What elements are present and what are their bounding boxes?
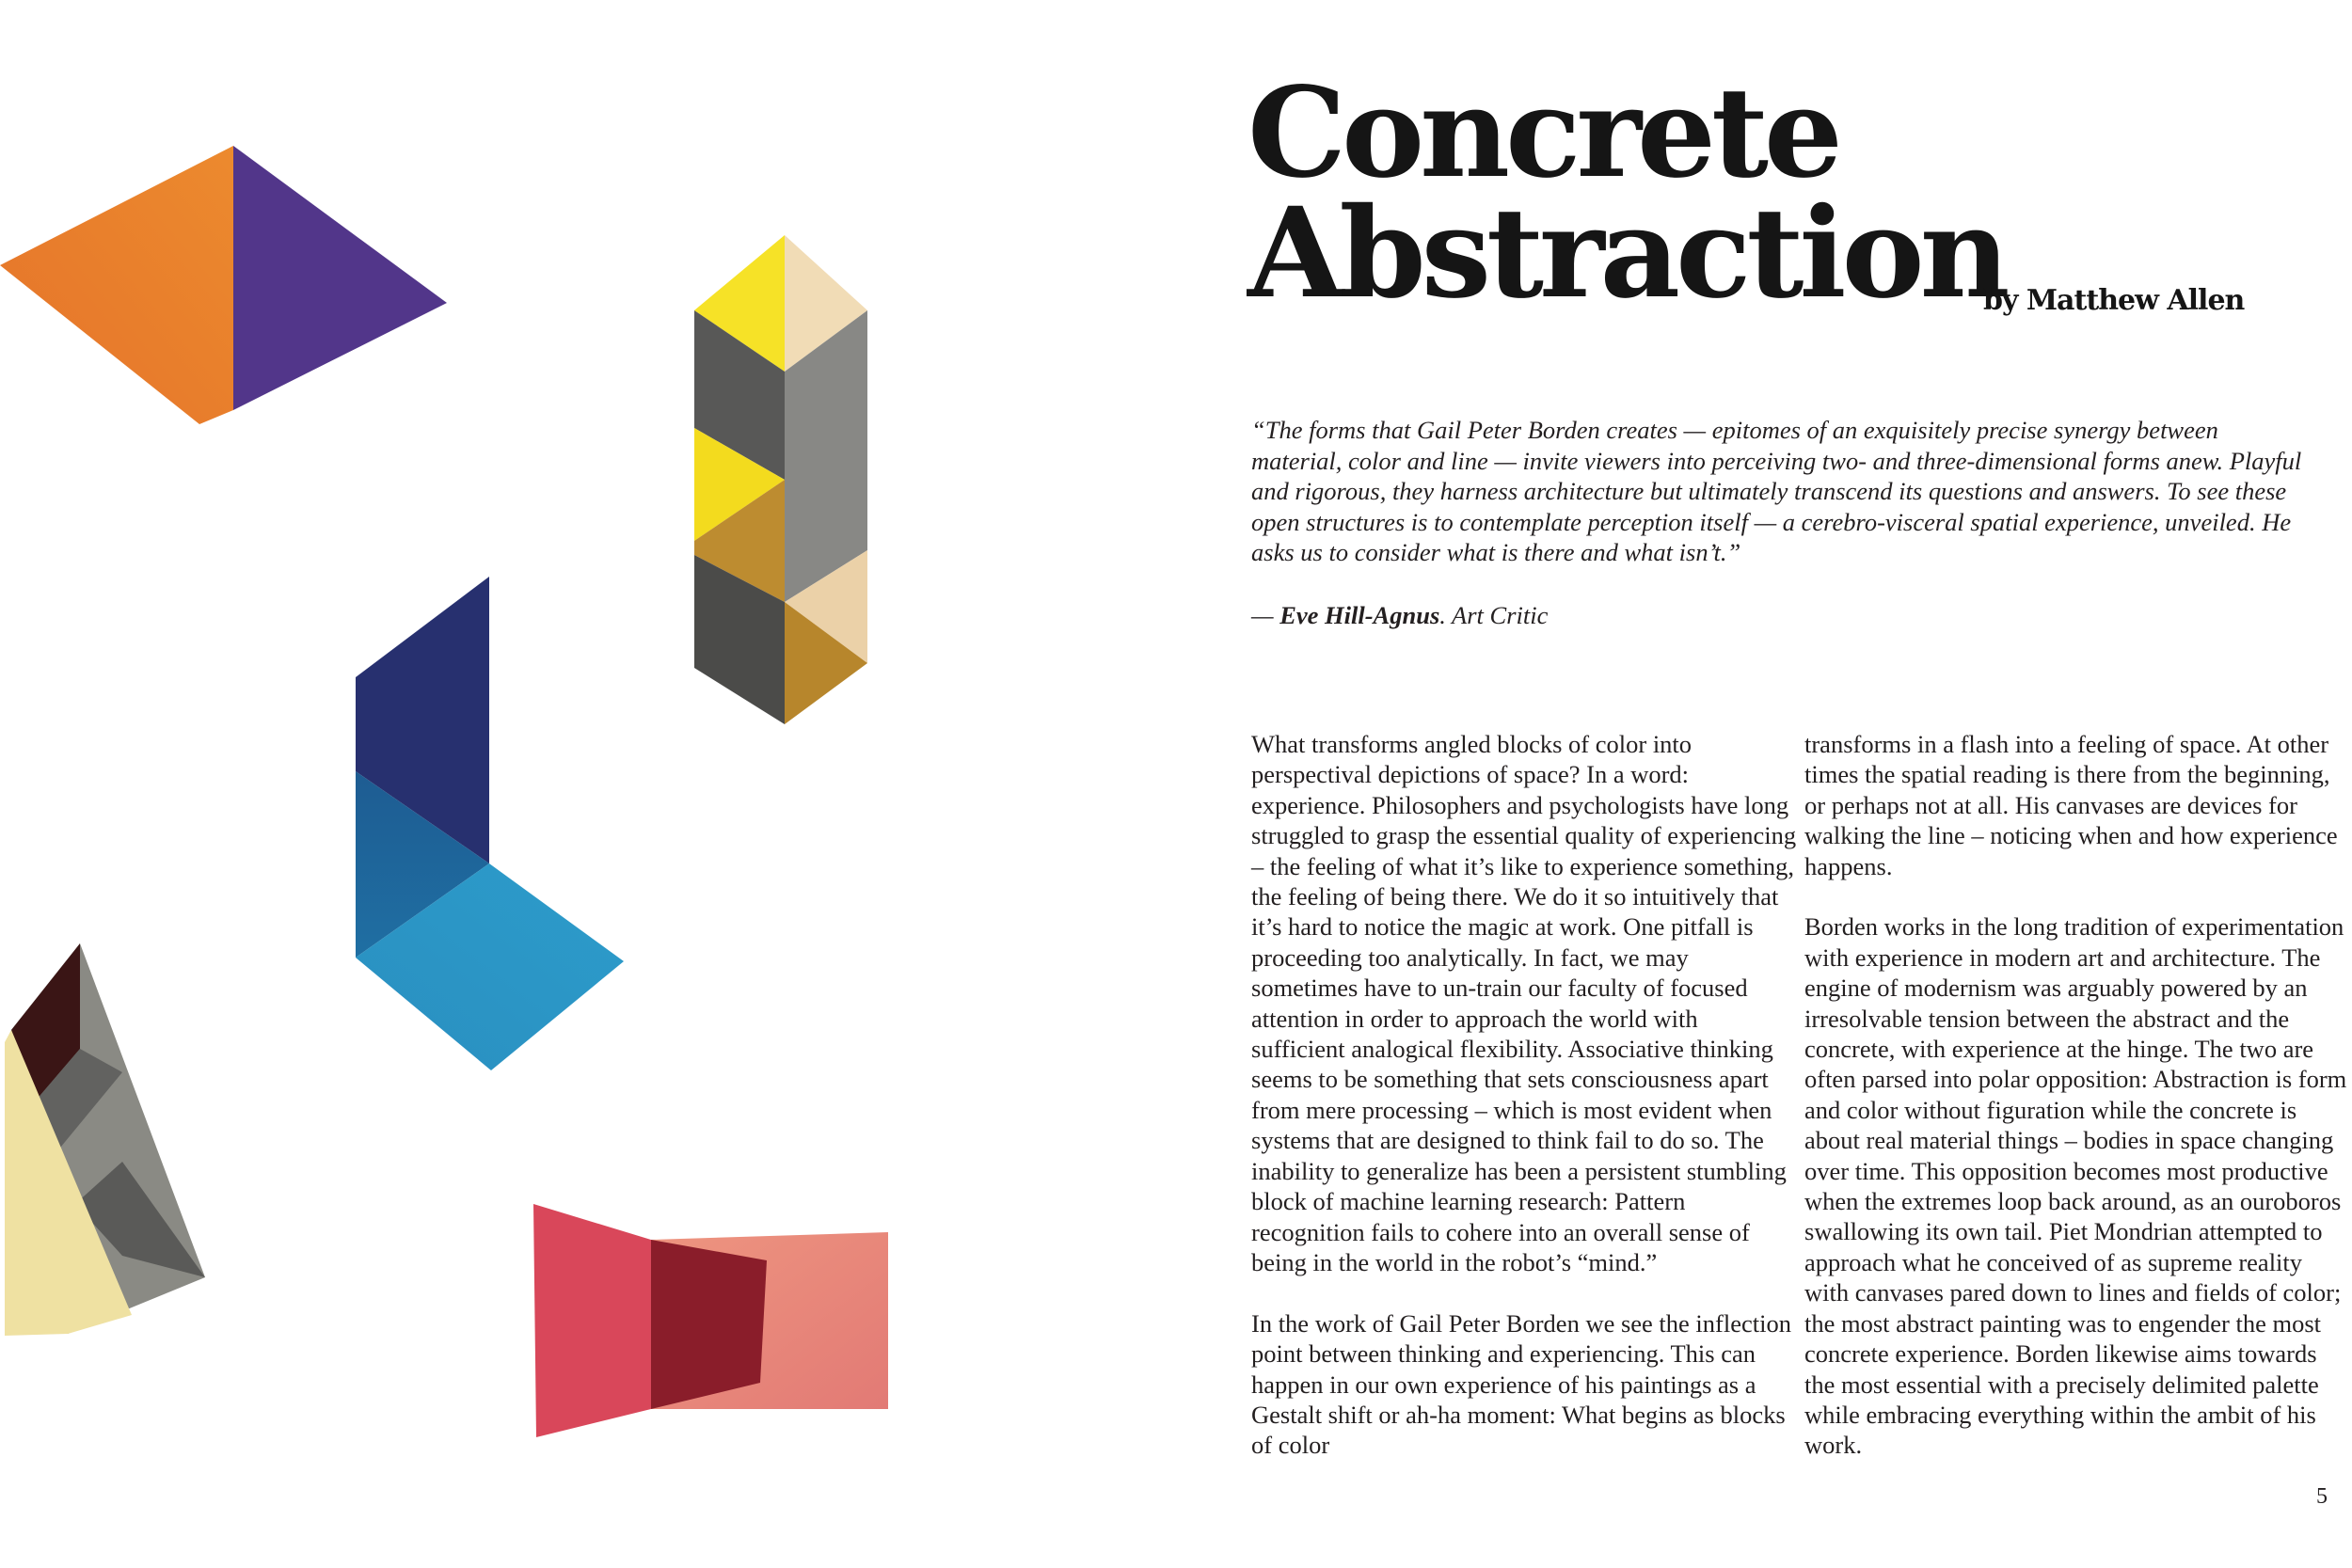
pull-quote: “The forms that Gail Peter Borden creates — epitomes of an exquisitely precise synergy between material, color and line — invite viewers into perceiving two- and three-dimensional forms anew. Playful and rigorous, they harness architecture but ultimately transcend its questions and answers. To see these open structures is to contemplate perception itself — a cerebro-visceral spatial experience, unveiled. He asks us to consider what is there and what isn’t.” (1251, 416, 2302, 566)
attribution-dash: — (1251, 601, 1280, 629)
article-title (1248, 60, 2006, 326)
byline: by Matthew Allen (1983, 284, 2245, 317)
body-paragraph: Borden works in the long tradition of experimentation with experience in modern art and architecture. The engine of modernism was arguably powered by an irresolvable tension between the abstract and the concrete, with experience at the hinge. The two are often parsed into polar opposition: Abstraction is form and color without figuration while the concrete is about real material things – bodies in space changing over time. This opposition becomes most productive when the extremes loop back around, as an ouroboros swallowing its own tail. Piet Mondrian attempted to approach what he conceived of as supreme reality with canvases pared down to lines and fields of color; the most abstract painting was to engender the most concrete experience. Borden likewise aims towards the most essential with a precisely delimited palette while embracing everything within the ambit of his work. (1804, 912, 2347, 1460)
orange-facet (0, 146, 233, 424)
body-column-1 (1251, 729, 1797, 1491)
body-paragraph: What transforms angled blocks of color into perspectival depictions of space? In a word: experience. Philosophers and psychologists have long struggled to grasp the essential quality of experiencing – the feeling of what it’s like to experience something, the feeling of being there. We do it so intuitively that it’s hard to notice the magic at work. One pitfall is proceeding too analytically. In fact, we may sometimes have to un-train our faculty of focused attention in order to approach the world with sufficient analogical flexibility. Associative thinking seems to be something that sets consciousness apart from mere processing – which is most evident when systems that are designed to think fail to do so. The inability to generalize has been a persistent stumbling block of machine learning research: Pattern recognition fails to cohere into an overall sense of being in the world in the robot’s “mind.” (1251, 730, 1797, 1276)
attribution-name: Eve Hill-Agnus (1279, 601, 1440, 629)
attribution-role: . Art Critic (1439, 601, 1549, 629)
painting-blue-l-form (356, 577, 624, 1070)
violet-facet (233, 146, 447, 410)
body-column-2 (1804, 729, 2350, 1491)
painting-red-salmon-form (533, 1204, 888, 1437)
painting-gray-wedge (5, 943, 205, 1336)
page-number: 5 (2316, 1484, 2328, 1509)
maroon-facet (651, 1240, 767, 1409)
body-paragraph: In the work of Gail Peter Borden we see the inflection point between thinking and experiencing. This can happen in our own experience of his paintings as a Gestalt shift or ah-ha moment: What begins as blocks of color (1251, 1308, 1791, 1460)
quote-attribution (1251, 600, 1548, 631)
painting-orange-violet-diamond (0, 146, 447, 424)
title-line-1: Concrete (1248, 60, 1838, 206)
body-paragraph: transforms in a flash into a feeling of space. At other times the spatial reading is there from the beginning, or perhaps not at all. His canvases are devices for walking the line – noticing when and how experience happens. (1804, 730, 2338, 880)
red-facet (533, 1204, 651, 1437)
title-line-2: Abstraction (1248, 181, 2006, 326)
painting-yellow-gray-column (694, 235, 867, 724)
